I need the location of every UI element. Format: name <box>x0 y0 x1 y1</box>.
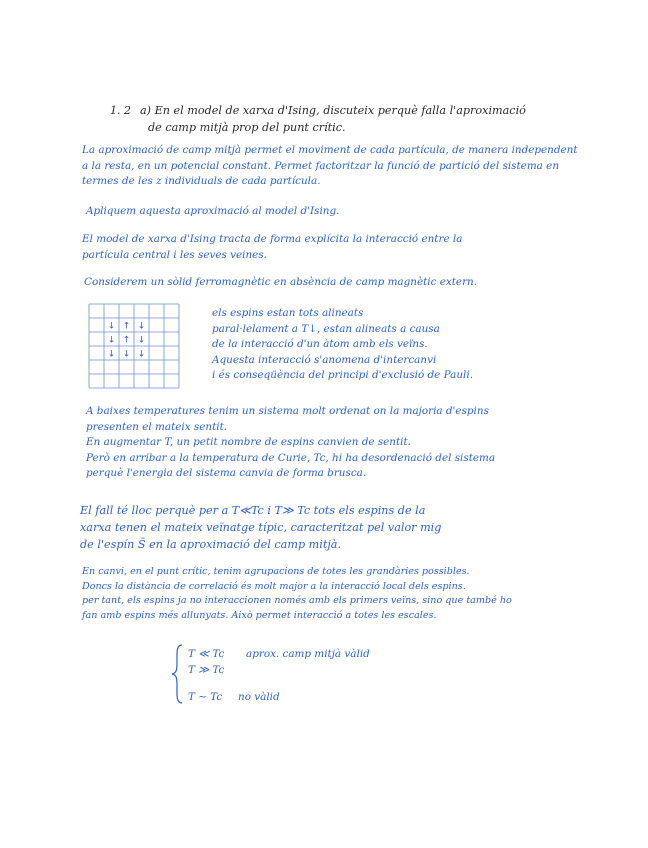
critical-line: fan amb espins més allunyats. Això permet interacció a totes les escales. <box>82 609 437 621</box>
failure-line: xarxa tenen el mateix veïnatge típic, caracteritzat pel valor mig <box>80 521 442 534</box>
spins-line: Aquesta interacció s'anomena d'intercanvi <box>212 353 437 366</box>
model-line: partícula central i les seves veines. <box>82 248 267 261</box>
temps-line: Però en arribar a la temperatura de Curie, Tc, hi ha desordenació del sistema <box>86 451 496 464</box>
spins-line: de la interacció d'un àtom amb els veïns. <box>212 338 428 350</box>
question-line: a) En el model de xarxa d'Ising, discuteix perquè falla l'aproximació <box>140 104 526 117</box>
spin-up-arrow: ↑ <box>122 335 131 346</box>
ising-lattice-grid <box>88 303 180 389</box>
intro-line: a la resta, en un potencial constant. Permet factoritzar la funció de partició del sistema en <box>82 159 560 172</box>
temps-line: A baixes temperatures tenim un sistema molt ordenat on la majoria d'espins <box>86 405 489 417</box>
intro-line: La aproximació de camp mitjà permet el moviment de cada partícula, de manera independent <box>82 144 578 156</box>
spins-paragraph <box>212 306 473 384</box>
spin-down-arrow: ↓ <box>122 349 131 360</box>
apply-paragraph <box>86 204 339 220</box>
spin-down-arrow: ↓ <box>107 349 116 360</box>
question-number: 1. 2 <box>110 104 131 117</box>
critical-line: Doncs la distància de correlació és molt major a la interacció local dels espins. <box>82 580 466 592</box>
intro-paragraph <box>82 143 578 190</box>
spin-down-arrow: ↓ <box>107 321 116 332</box>
summary-row3-result: no vàlid <box>238 691 280 703</box>
spins-line: paral·lelament a T↓, estan alineats a causa <box>212 322 440 335</box>
question-line: de camp mitjà prop del punt crític. <box>148 121 346 134</box>
failure-line: de l'espín S̄ en la aproximació del camp mitjà. <box>80 538 342 551</box>
model-paragraph <box>82 232 462 263</box>
spin-up-arrow: ↑ <box>122 321 131 332</box>
summary-row1-condition: T ≪ Tc <box>188 648 225 660</box>
critical-line: per tant, els espins ja no interaccionen només amb els primers veïns, sino que també ho <box>82 595 512 606</box>
temps-line: En augmentar T, un petit nombre de espins canvien de sentit. <box>86 436 411 448</box>
spin-down-arrow: ↓ <box>137 349 146 360</box>
question-text <box>140 102 526 136</box>
model-line: El model de xarxa d'Ising tracta de forma explícita la interacció entre la <box>82 233 463 245</box>
summary-row3-condition: T ∼ Tc <box>188 691 223 703</box>
intro-line: termes de les z individuals de cada partícula. <box>82 175 321 187</box>
temperatures-paragraph <box>86 404 495 482</box>
summary-block <box>188 647 408 717</box>
temps-line: perquè l'energia del sistema canvia de forma brusca. <box>86 467 367 479</box>
summary-row1-result: aprox. camp mitjà vàlid <box>246 648 370 660</box>
critical-line: En canvi, en el punt crític, tenim agrupacions de totes les grandàries possibles. <box>82 566 470 577</box>
spins-line: i és conseqüència del principi d'exclusió de Pauli. <box>212 369 473 381</box>
spin-down-arrow: ↓ <box>137 335 146 346</box>
consider-line: Considerem un sòlid ferromagnètic en absència de camp magnètic extern. <box>84 276 478 288</box>
spin-down-arrow: ↓ <box>137 321 146 332</box>
brace-icon <box>170 643 184 705</box>
summary-row2-condition: T ≫ Tc <box>188 664 225 676</box>
spin-down-arrow: ↓ <box>107 335 116 346</box>
consider-paragraph <box>84 275 477 291</box>
temps-line: presenten el mateix sentit. <box>86 420 228 433</box>
failure-paragraph <box>80 502 441 553</box>
spins-line: els espins estan tots alineats <box>212 307 364 319</box>
failure-line: El fall té lloc perquè per a T≪Tc i T≫ Tc tots els espins de la <box>80 504 426 517</box>
apply-line: Apliquem aquesta aproximació al model d'Ising. <box>86 205 340 217</box>
critical-paragraph <box>82 565 512 623</box>
